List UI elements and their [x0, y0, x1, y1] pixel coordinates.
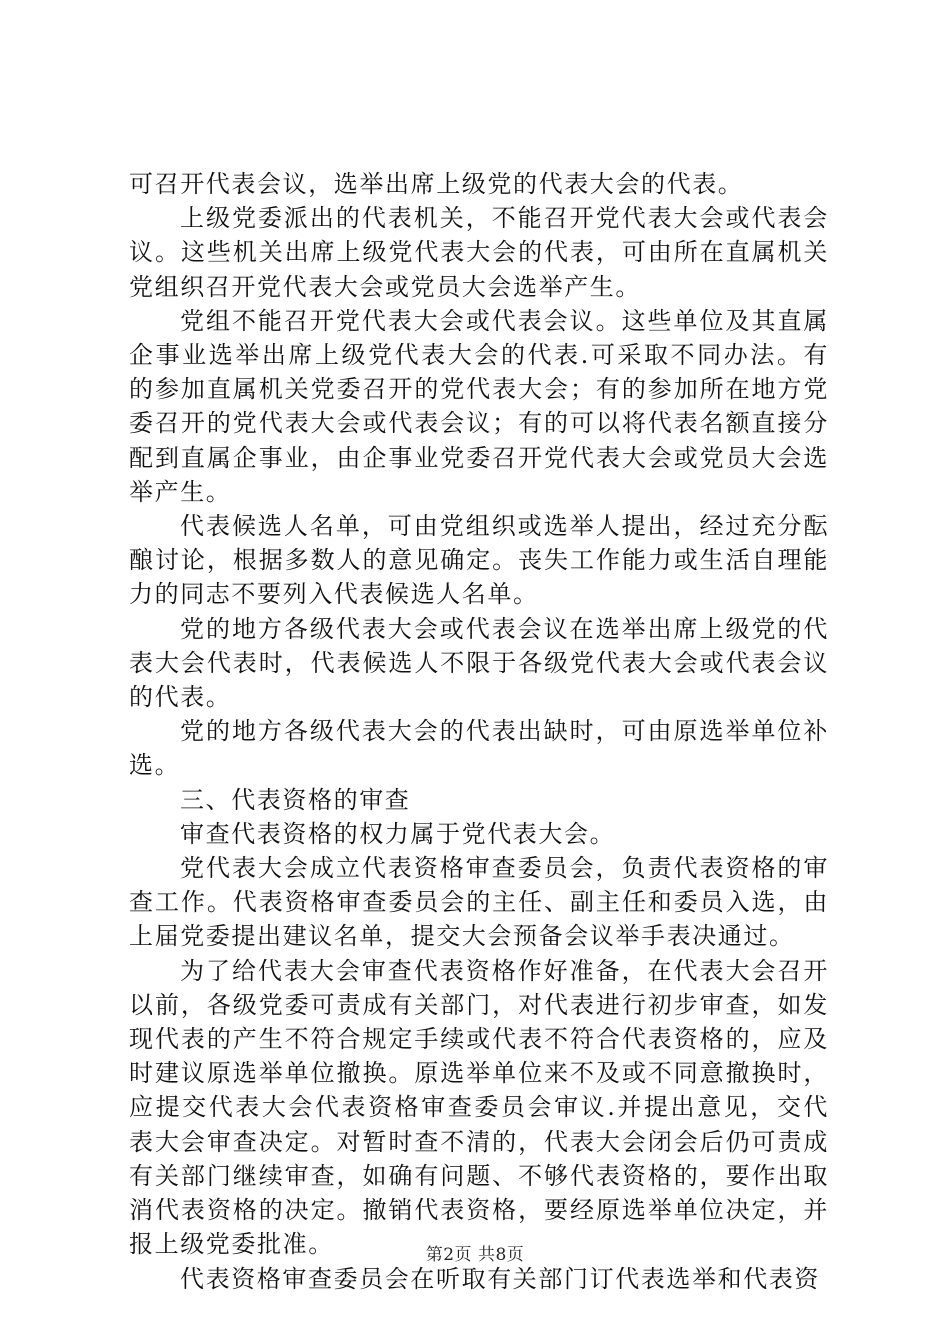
paragraph-10: 为了给代表大会审查代表资格作好准备，在代表大会召开以前，各级党委可责成有关部门，对代表进行初步审查，如发现代表的产生不符合规定手续或代表不符合代表资格的，应及时建议原选举单位撤换。原选举单位来不及或不同意撤换时，应提交代表大会代表资格审查委员会审议.并提出意见，交代表大会审查决定。对暂时查不清的，代表大会闭会后仍可责成有关部门继续审查，如确有问题、不够代表资格的，要作出取消代表资格的决定。撤销代表资格，要经原选举单位决定，并报上级党委批准。: [129, 956, 829, 1259]
paragraph-1: 可召开代表会议，选举出席上级党的代表大会的代表。: [129, 170, 744, 198]
section-heading: 三、代表资格的审查: [180, 785, 411, 814]
paragraph-3: 党组不能召开党代表大会或代表会议。这些单位及其直属企事业选举出席上级党代表大会的代表.可采取不同办法。有的参加直属机关党委召开的党代表大会；有的参加所在地方党委召开的党代表大会或代表会议；有的可以将代表名额直接分配到直属企事业，由企事业党委召开党代表大会或党员大会选举产生。: [129, 306, 829, 506]
document-body: [129, 167, 829, 1296]
paragraph-9: 党代表大会成立代表资格审查委员会，负责代表资格的审查工作。代表资格审查委员会的主任、副主任和委员入选，由上届党委提出建议名单，提交大会预备会议举手表决通过。: [129, 854, 829, 951]
page-footer: 第2页 共8页: [425, 1245, 525, 1265]
paragraph-5: 党的地方各级代表大会或代表会议在选举出席上级党的代表大会代表时，代表候选人不限于各级党代表大会或代表会议的代表。: [129, 614, 829, 712]
paragraph-2: 上级党委派出的代表机关，不能召开党代表大会或代表会议。这些机关出席上级党代表大会的代表，可由所在直属机关党组织召开党代表大会或党员大会选举产生。: [129, 204, 829, 301]
paragraph-8: 审查代表资格的权力属于党代表大会。: [180, 819, 616, 848]
paragraph-6: 党的地方各级代表大会的代表出缺时，可由原选举单位补选。: [129, 717, 829, 780]
paragraph-4: 代表候选人名单，可由党组织或选举人提出，经过充分酝酿讨论，根据多数人的意见确定。丧失工作能力或生活自理能力的同志不要列入代表候选人名单。: [129, 512, 829, 609]
paragraph-11: 代表资格审查委员会在听取有关部门订代表选举和代表资: [180, 1264, 820, 1293]
